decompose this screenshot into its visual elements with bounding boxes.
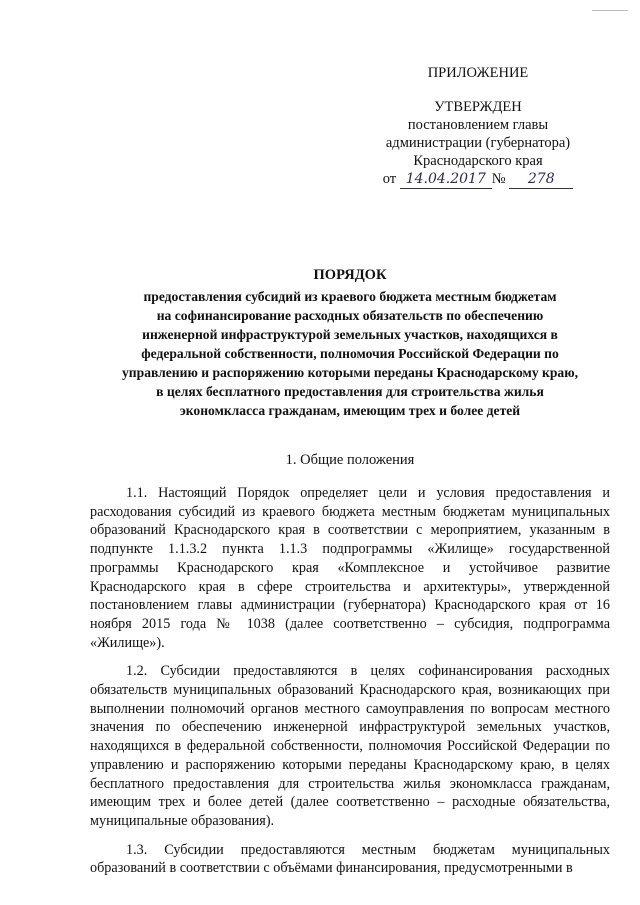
approval-line-1: постановлением главы: [407, 117, 549, 133]
section-body: [90, 484, 610, 888]
scan-corner-mark: [592, 10, 628, 11]
title-line: управлению и распоряжению которыми переданы Краснодарскому краю,: [122, 365, 578, 380]
title-line: федеральной собственности, полномочия Российской Федерации по: [141, 346, 559, 361]
approval-line-2: администрации (губернатора): [385, 135, 571, 151]
handwritten-number: 278: [509, 170, 573, 189]
approval-line-3: Краснодарского края: [413, 153, 543, 169]
title-heading: ПОРЯДОК: [313, 267, 387, 283]
date-prefix: от: [382, 171, 397, 187]
paragraph-1-2: 1.2. Субсидии предоставляются в целях софинансирования расходных обязательств муниципальных образований Краснодарского края, возникающих при выполнении полномочий органов местного самоуправления по вопросам местного значения по обеспечению инженерной инфраструктурой земельных участков, находящихся в федеральной собственности, полномочия Российской Федерации по управлению и распоряжению которыми переданы Краснодарскому краю, в целях бесплатного предоставления для строительства жилья экономкласса гражданам, имеющим трех и более детей (далее соответственно – расходные обязательства, муниципальные образования).: [90, 663, 610, 829]
appendix-label: ПРИЛОЖЕНИЕ: [427, 65, 529, 81]
title-line: в целях бесплатного предоставления для строительства жилья: [156, 384, 544, 399]
paragraph-1-1: 1.1. Настоящий Порядок определяет цели и условия предоставления и расходования субсидий из краевого бюджета местным бюджетам муниципальных образований Краснодарского края в соответствии с мероприятием, указанным в подпункте 1.1.3.2 пункта 1.1.3 подпрограммы «Жилище» государственной программы Краснодарского края «Комплексное и устойчивое развитие Краснодарского края в сфере строительства и архитектуры», утвержденной постановлением главы администрации (губернатора) Краснодарского края от 16 ноября 2015 года № 1038 (далее соответственно – субсидия, подпрограмма «Жилище»).: [90, 485, 610, 651]
approval-date-row: [368, 170, 588, 189]
title-line: предоставления субсидий из краевого бюджета местным бюджетам: [143, 289, 557, 304]
title-line: инженерной инфраструктурой земельных участков, находящихся в: [142, 327, 558, 342]
number-prefix: №: [491, 171, 506, 187]
section-heading: 1. Общие положения: [285, 452, 415, 468]
approved-label: УТВЕРЖДЕН: [434, 99, 522, 115]
title-line: экономкласса гражданам, имеющим трех и более детей: [179, 403, 521, 418]
paragraph-1-3: 1.3. Субсидии предоставляются местным бюджетам муниципальных образований в соответствии с объёмами финансирования, предусмотренными в: [90, 841, 610, 877]
document-title: [90, 266, 610, 420]
handwritten-date: 14.04.2017: [400, 170, 492, 189]
approval-block: [368, 64, 588, 189]
title-line: на софинансирование расходных обязательств по обеспечению: [156, 308, 544, 323]
